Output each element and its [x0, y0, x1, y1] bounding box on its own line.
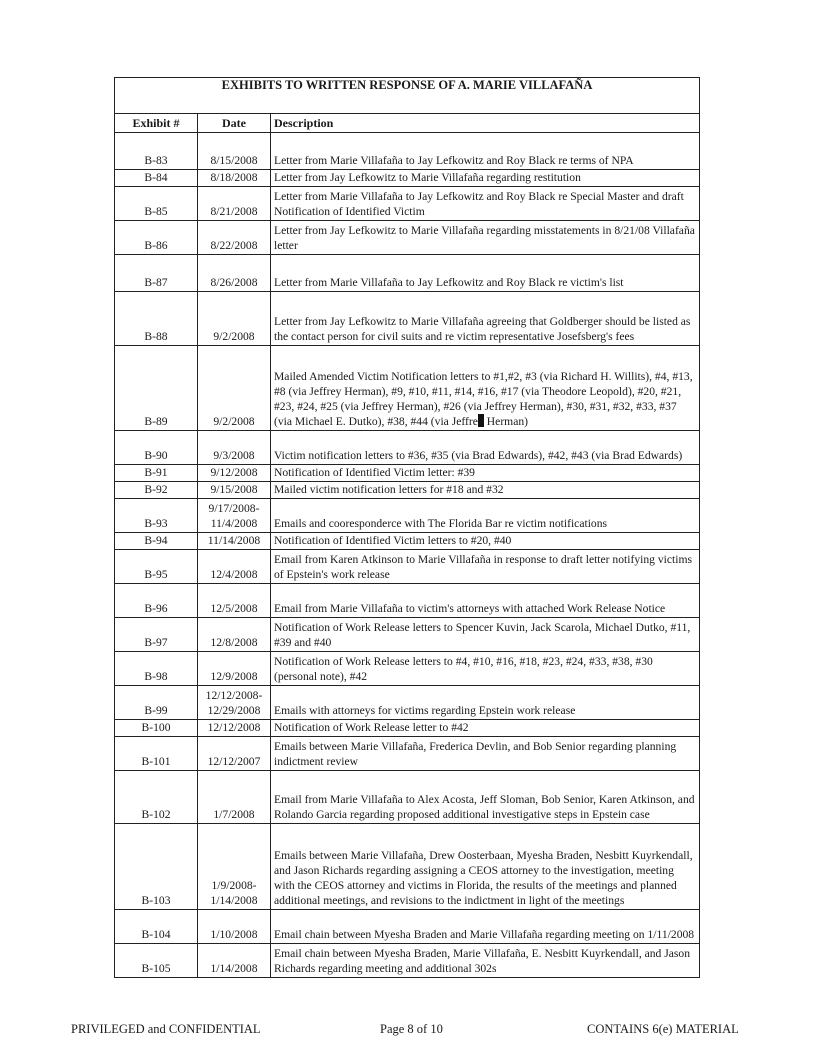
- table-row: [115, 221, 700, 255]
- exhibit-description: Emails between Marie Villafaña, Drew Oosterbaan, Myesha Braden, Nesbitt Kuyrkendall, and Jason Richards regarding assigning a CEOS attorney to the investigation, meeting with the CEOS attorney and victims in Florida, the results of the meetings and planned additional meetings, and revisions to the indictment in light of the meetings: [271, 824, 700, 910]
- exhibit-number: B-95: [115, 550, 198, 584]
- exhibit-date: 8/21/2008: [198, 187, 271, 221]
- column-header-date: Date: [198, 114, 271, 133]
- table-row: [115, 720, 700, 737]
- table-row: [115, 187, 700, 221]
- exhibit-number: B-85: [115, 187, 198, 221]
- exhibit-date: 11/14/2008: [198, 533, 271, 550]
- exhibit-number: B-98: [115, 652, 198, 686]
- exhibit-description: [271, 346, 700, 431]
- exhibit-number: B-89: [115, 346, 198, 431]
- table-row: [115, 255, 700, 292]
- table-row: [115, 346, 700, 431]
- exhibit-description: Email from Karen Atkinson to Marie Villafaña in response to draft letter notifying victims of Epstein's work release: [271, 550, 700, 584]
- table-row: [115, 618, 700, 652]
- exhibit-date: 8/15/2008: [198, 133, 271, 170]
- exhibit-date: 9/2/2008: [198, 346, 271, 431]
- exhibit-date: 8/18/2008: [198, 170, 271, 187]
- exhibit-date: 1/7/2008: [198, 771, 271, 824]
- exhibit-number: B-97: [115, 618, 198, 652]
- exhibit-number: B-94: [115, 533, 198, 550]
- exhibit-date: 1/14/2008: [198, 944, 271, 978]
- exhibit-date: 9/3/2008: [198, 431, 271, 465]
- exhibit-description: Victim notification letters to #36, #35 (via Brad Edwards), #42, #43 (via Brad Edwards): [271, 431, 700, 465]
- table-row: [115, 550, 700, 584]
- column-header-exhibit: Exhibit #: [115, 114, 198, 133]
- exhibit-description: Notification of Work Release letters to Spencer Kuvin, Jack Scarola, Michael Dutko, #11, #39 and #40: [271, 618, 700, 652]
- exhibit-date: 12/12/2007: [198, 737, 271, 771]
- exhibit-number: B-99: [115, 686, 198, 720]
- exhibit-description: Letter from Jay Lefkowitz to Marie Villafaña regarding restitution: [271, 170, 700, 187]
- exhibits-table: [114, 77, 700, 978]
- table-row: [115, 771, 700, 824]
- exhibit-number: B-88: [115, 292, 198, 346]
- footer-page-number: Page 8 of 10: [380, 1022, 443, 1036]
- exhibit-number: B-100: [115, 720, 198, 737]
- exhibit-number: B-92: [115, 482, 198, 499]
- table-row: [115, 133, 700, 170]
- exhibit-description: Email chain between Myesha Braden and Marie Villafaña regarding meeting on 1/11/2008: [271, 910, 700, 944]
- exhibit-description: Email from Marie Villafaña to victim's attorneys with attached Work Release Notice: [271, 584, 700, 618]
- table-row: [115, 170, 700, 187]
- exhibit-description: Emails with attorneys for victims regarding Epstein work release: [271, 686, 700, 720]
- footer-confidentiality: PRIVILEGED and CONFIDENTIAL: [71, 1022, 261, 1036]
- exhibit-description: Letter from Marie Villafaña to Jay Lefkowitz and Roy Black re victim's list: [271, 255, 700, 292]
- table-row: [115, 944, 700, 978]
- exhibit-date: 8/22/2008: [198, 221, 271, 255]
- exhibit-number: B-103: [115, 824, 198, 910]
- exhibit-number: B-86: [115, 221, 198, 255]
- exhibit-date: 1/10/2008: [198, 910, 271, 944]
- table-row: [115, 431, 700, 465]
- exhibit-number: B-83: [115, 133, 198, 170]
- table-row: [115, 686, 700, 720]
- exhibit-date: 12/9/2008: [198, 652, 271, 686]
- exhibit-number: B-84: [115, 170, 198, 187]
- table-row: [115, 652, 700, 686]
- table-row: [115, 824, 700, 910]
- table-row: [115, 292, 700, 346]
- exhibit-description: Letter from Marie Villafaña to Jay Lefkowitz and Roy Black re Special Master and draft Notification of Identified Victim: [271, 187, 700, 221]
- table-row: [115, 465, 700, 482]
- exhibit-date: 9/2/2008: [198, 292, 271, 346]
- footer-6e-notice: CONTAINS 6(e) MATERIAL: [587, 1022, 739, 1036]
- table-title: EXHIBITS TO WRITTEN RESPONSE OF A. MARIE VILLAFAÑA: [115, 78, 700, 114]
- exhibit-description: Letter from Jay Lefkowitz to Marie Villafaña regarding misstatements in 8/21/08 Villafaña letter: [271, 221, 700, 255]
- exhibit-description: Email chain between Myesha Braden, Marie Villafaña, E. Nesbitt Kuyrkendall, and Jason Richards regarding meeting and additional 302s: [271, 944, 700, 978]
- exhibit-number: B-102: [115, 771, 198, 824]
- exhibit-date: 12/12/2008: [198, 720, 271, 737]
- exhibit-date: 9/12/2008: [198, 465, 271, 482]
- exhibit-date: 1/9/2008- 1/14/2008: [198, 824, 271, 910]
- exhibit-description: Notification of Identified Victim letter: #39: [271, 465, 700, 482]
- table-row: [115, 482, 700, 499]
- exhibit-number: B-91: [115, 465, 198, 482]
- exhibit-date: 9/15/2008: [198, 482, 271, 499]
- exhibit-date: 12/4/2008: [198, 550, 271, 584]
- exhibit-description: Emails and cooresponderce with The Florida Bar re victim notifications: [271, 499, 700, 533]
- exhibit-date: 9/17/2008- 11/4/2008: [198, 499, 271, 533]
- exhibit-description-text: Mailed Amended Victim Notification letters to #1,#2, #3 (via Richard H. Willits), #4, #13, #8 (via Jeffrey Herman), #9, #10, #11, #14, #16, #17 (via Theodore Leopold), #20, #21, #23, #24, #25 (via Jeffrey Herman), #26 (via Jeffrey Herman), #30, #31, #32, #33, #37 (via Michael E. Dutko), #38, #44 (via Jeffre: [274, 370, 693, 428]
- exhibit-description: Notification of Work Release letter to #42: [271, 720, 700, 737]
- exhibit-description: Letter from Jay Lefkowitz to Marie Villafaña agreeing that Goldberger should be listed as the contact person for civil suits and re victim representative Josefsberg's fees: [271, 292, 700, 346]
- exhibit-number: B-105: [115, 944, 198, 978]
- table-row: [115, 533, 700, 550]
- column-header-description: Description: [271, 114, 700, 133]
- exhibit-date: 12/8/2008: [198, 618, 271, 652]
- exhibit-description-tail: Herman): [483, 415, 529, 428]
- exhibit-number: B-87: [115, 255, 198, 292]
- table-row: [115, 910, 700, 944]
- exhibit-description: Notification of Identified Victim letters to #20, #40: [271, 533, 700, 550]
- exhibit-description: Notification of Work Release letters to #4, #10, #16, #18, #23, #24, #33, #38, #30 (personal note), #42: [271, 652, 700, 686]
- exhibit-number: B-96: [115, 584, 198, 618]
- exhibit-number: B-104: [115, 910, 198, 944]
- exhibit-date: 12/5/2008: [198, 584, 271, 618]
- table-row: [115, 584, 700, 618]
- exhibit-date: 12/12/2008- 12/29/2008: [198, 686, 271, 720]
- table-row: [115, 499, 700, 533]
- exhibit-description: Emails between Marie Villafaña, Frederica Devlin, and Bob Senior regarding planning indictment review: [271, 737, 700, 771]
- exhibit-description: Email from Marie Villafaña to Alex Acosta, Jeff Sloman, Bob Senior, Karen Atkinson, and Rolando Garcia regarding proposed additional investigative steps in Epstein case: [271, 771, 700, 824]
- exhibit-number: B-90: [115, 431, 198, 465]
- exhibit-number: B-101: [115, 737, 198, 771]
- exhibit-description: Letter from Marie Villafaña to Jay Lefkowitz and Roy Black re terms of NPA: [271, 133, 700, 170]
- exhibit-description: Mailed victim notification letters for #18 and #32: [271, 482, 700, 499]
- table-row: [115, 737, 700, 771]
- exhibit-number: B-93: [115, 499, 198, 533]
- exhibit-date: 8/26/2008: [198, 255, 271, 292]
